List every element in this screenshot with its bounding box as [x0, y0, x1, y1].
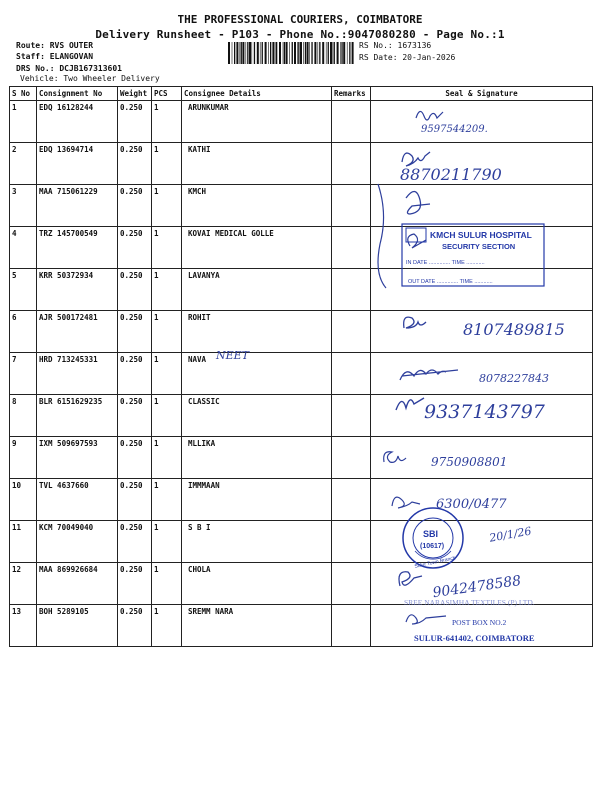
barcode-bar [337, 42, 339, 64]
cell-consignment-no: EDQ 16128244 [37, 101, 118, 143]
table-row [10, 605, 593, 647]
barcode-bar [343, 42, 345, 64]
barcode-bar [275, 42, 276, 64]
cell-consignee: NAVA [182, 353, 332, 395]
cell-consignee: KMCH [182, 185, 332, 227]
cell-consignee: KATHI [182, 143, 332, 185]
phone-row-6: 8107489815 [463, 320, 565, 339]
barcode-bar [347, 42, 348, 64]
cell-weight: 0.250 [118, 479, 152, 521]
cell-sno: 11 [10, 521, 37, 563]
cell-sno: 4 [10, 227, 37, 269]
phone-row-9: 9750908801 [431, 455, 508, 469]
drs-number: DRS No.: DCJB167313601 [16, 64, 122, 73]
barcode-bar [249, 42, 251, 64]
barcode-bar [341, 42, 342, 64]
barcode-bar [307, 42, 309, 64]
cell-pcs: 1 [152, 521, 182, 563]
cell-weight: 0.250 [118, 227, 152, 269]
kmch-stamp-out: OUT DATE .............. TIME ............ [408, 279, 493, 285]
cell-seal-signature [371, 269, 593, 311]
sbi-stamp-branch: Sulur Town Branch [413, 555, 457, 570]
cell-pcs: 1 [152, 395, 182, 437]
cell-remarks [332, 311, 371, 353]
cell-weight: 0.250 [118, 563, 152, 605]
cell-remarks [332, 563, 371, 605]
cell-consignment-no: BLR 6151629235 [37, 395, 118, 437]
cell-pcs: 1 [152, 353, 182, 395]
vehicle-label: Vehicle: Two Wheeler Delivery [20, 74, 160, 83]
cell-pcs: 1 [152, 101, 182, 143]
cell-consignee: CLASSIC [182, 395, 332, 437]
cell-remarks [332, 521, 371, 563]
cell-seal-signature [371, 227, 593, 269]
sbi-stamp-code: (10617) [420, 543, 445, 550]
cell-consignment-no: KRR 50372934 [37, 269, 118, 311]
cell-remarks [332, 101, 371, 143]
firm-stamp-address: SULUR-641402, COIMBATORE [414, 633, 535, 643]
cell-consignment-no: KCM 70049040 [37, 521, 118, 563]
phone-row-12: 9042478588 [431, 572, 523, 602]
table-row [10, 101, 593, 143]
cell-sno: 8 [10, 395, 37, 437]
cell-consignee: S B I [182, 521, 332, 563]
cell-consignment-no: HRD 713245331 [37, 353, 118, 395]
cell-consignee: ROHIT [182, 311, 332, 353]
cell-seal-signature [371, 521, 593, 563]
cell-consignee: SREMM NARA [182, 605, 332, 647]
barcode-bar [286, 42, 288, 64]
cell-remarks [332, 437, 371, 479]
barcode-bar [260, 42, 261, 64]
table-row [10, 185, 593, 227]
cell-seal-signature [371, 395, 593, 437]
phone-row-1: 9597544209. [421, 124, 488, 135]
barcode-bar [279, 42, 281, 64]
table-row [10, 353, 593, 395]
barcode-bar [311, 42, 312, 64]
table-row [10, 437, 593, 479]
cell-consignee: KOVAI MEDICAL GOLLE [182, 227, 332, 269]
table-row [10, 269, 593, 311]
barcode-bar [240, 42, 241, 64]
barcode-bar [334, 42, 335, 64]
runsheet-title: Delivery Runsheet - P103 - Phone No.:9047080280 - Page No.:1 [95, 28, 505, 41]
cell-weight: 0.250 [118, 395, 152, 437]
barcode-bar [284, 42, 285, 64]
staff-label: Staff: ELANGOVAN [16, 52, 94, 61]
barcode [228, 42, 355, 64]
cell-remarks [332, 395, 371, 437]
barcode-bar [352, 42, 354, 64]
cell-consignee: ARUNKUMAR [182, 101, 332, 143]
cell-seal-signature [371, 605, 593, 647]
table-row [10, 395, 593, 437]
company-title: THE PROFESSIONAL COURIERS, COIMBATORE [177, 13, 423, 26]
cell-weight: 0.250 [118, 311, 152, 353]
barcode-bar [246, 42, 247, 64]
consignee-handwritten-suffix: NEET [216, 349, 250, 362]
col-signature-header: Seal & Signature [371, 87, 593, 101]
cell-weight: 0.250 [118, 269, 152, 311]
cell-weight: 0.250 [118, 437, 152, 479]
table-row [10, 311, 593, 353]
cell-pcs: 1 [152, 269, 182, 311]
table-row [10, 563, 593, 605]
cell-sno: 5 [10, 269, 37, 311]
cell-sno: 3 [10, 185, 37, 227]
phone-row-10: 6300/0477 [436, 497, 507, 512]
barcode-bar [303, 42, 304, 64]
cell-weight: 0.250 [118, 605, 152, 647]
rs-date: RS Date: 20-Jan-2026 [359, 53, 456, 62]
cell-pcs: 1 [152, 227, 182, 269]
barcode-bar [314, 42, 316, 64]
barcode-bar [241, 42, 242, 64]
barcode-bar [294, 42, 296, 64]
barcode-bar [272, 42, 274, 64]
cell-pcs: 1 [152, 143, 182, 185]
barcode-bar [305, 42, 306, 64]
cell-consignee: MLLIKA [182, 437, 332, 479]
barcode-bar [270, 42, 271, 64]
barcode-bar [333, 42, 334, 64]
barcode-bar [276, 42, 277, 64]
cell-weight: 0.250 [118, 143, 152, 185]
barcode-bar [247, 42, 248, 64]
cell-consignment-no: BOH 5289105 [37, 605, 118, 647]
cell-remarks [332, 353, 371, 395]
col-weight-header: Weight [118, 87, 152, 101]
cell-weight: 0.250 [118, 353, 152, 395]
cell-seal-signature [371, 143, 593, 185]
barcode-bar [349, 42, 350, 64]
cell-sno: 9 [10, 437, 37, 479]
phone-row-2: 8870211790 [400, 165, 502, 184]
cell-seal-signature [371, 437, 593, 479]
table-row [10, 479, 593, 521]
col-sno-header: S No [10, 87, 37, 101]
cell-consignment-no: MAA 869926684 [37, 563, 118, 605]
cell-seal-signature [371, 353, 593, 395]
barcode-bar [300, 42, 302, 64]
barcode-bar [340, 42, 341, 64]
barcode-bar [252, 42, 253, 64]
sbi-stamp-logo: SBI [423, 529, 439, 539]
cell-seal-signature [371, 101, 593, 143]
col-remarks-header: Remarks [332, 87, 371, 101]
barcode-bar [228, 42, 230, 64]
firm-stamp-name: SREE NARASIMHA TEXTILES (P) LTD. [404, 598, 535, 607]
runsheet-table [9, 86, 593, 647]
firm-stamp-box: POST BOX NO.2 [452, 618, 507, 627]
cell-remarks [332, 605, 371, 647]
cell-pcs: 1 [152, 605, 182, 647]
cell-consignee: IMMMAAN [182, 479, 332, 521]
phone-row-8: 9337143797 [424, 401, 545, 423]
barcode-bar [268, 42, 269, 64]
cell-consignment-no: TRZ 145700549 [37, 227, 118, 269]
cell-consignment-no: IXM 509697593 [37, 437, 118, 479]
cell-pcs: 1 [152, 437, 182, 479]
barcode-bar [328, 42, 329, 64]
cell-remarks [332, 185, 371, 227]
cell-pcs: 1 [152, 311, 182, 353]
col-consignment-header: Consignment No [37, 87, 118, 101]
kmch-stamp-name: KMCH SULUR HOSPITAL [430, 230, 532, 240]
barcode-bar [236, 42, 238, 64]
barcode-bar [297, 42, 298, 64]
cell-seal-signature [371, 185, 593, 227]
barcode-bar [234, 42, 235, 64]
barcode-bar [309, 42, 310, 64]
cell-weight: 0.250 [118, 185, 152, 227]
cell-sno: 13 [10, 605, 37, 647]
cell-remarks [332, 143, 371, 185]
col-consignee-header: Consignee Details [182, 87, 332, 101]
cell-consignment-no: EDQ 13694714 [37, 143, 118, 185]
route-label: Route: RVS OUTER [16, 41, 94, 50]
barcode-bar [322, 42, 324, 64]
table-row [10, 143, 593, 185]
cell-pcs: 1 [152, 479, 182, 521]
cell-sno: 10 [10, 479, 37, 521]
cell-consignment-no: TVL 4637660 [37, 479, 118, 521]
barcode-bar [326, 42, 327, 64]
cell-consignment-no: MAA 715061229 [37, 185, 118, 227]
cell-weight: 0.250 [118, 521, 152, 563]
barcode-bar [232, 42, 233, 64]
col-pcs-header: PCS [152, 87, 182, 101]
table-header-row [10, 87, 593, 101]
cell-sno: 12 [10, 563, 37, 605]
barcode-bar [262, 42, 263, 64]
cell-remarks [332, 479, 371, 521]
barcode-bar [318, 42, 319, 64]
kmch-stamp-section: SECURITY SECTION [442, 242, 516, 251]
cell-remarks [332, 227, 371, 269]
barcode-bar [330, 42, 332, 64]
cell-seal-signature [371, 311, 593, 353]
barcode-bar [292, 42, 293, 64]
cell-sno: 1 [10, 101, 37, 143]
barcode-bar [265, 42, 267, 64]
date-row-11: 20/1/26 [488, 524, 533, 545]
cell-pcs: 1 [152, 185, 182, 227]
barcode-bar [242, 42, 244, 64]
cell-sno: 2 [10, 143, 37, 185]
cell-weight: 0.250 [118, 101, 152, 143]
table-row [10, 227, 593, 269]
cell-remarks [332, 269, 371, 311]
barcode-bar [283, 42, 284, 64]
barcode-bar [319, 42, 320, 64]
cell-sno: 6 [10, 311, 37, 353]
barcode-bar [289, 42, 290, 64]
cell-consignee: LAVANYA [182, 269, 332, 311]
cell-sno: 7 [10, 353, 37, 395]
cell-seal-signature [371, 479, 593, 521]
cell-consignee: CHOLA [182, 563, 332, 605]
phone-row-7: 8078227843 [479, 372, 549, 385]
barcode-bar [298, 42, 299, 64]
cell-consignment-no: AJR 500172481 [37, 311, 118, 353]
cell-pcs: 1 [152, 563, 182, 605]
rs-number: RS No.: 1673136 [359, 41, 432, 50]
barcode-bar [254, 42, 255, 64]
kmch-stamp-in: IN DATE .............. TIME ............ [406, 260, 485, 266]
cell-seal-signature [371, 563, 593, 605]
barcode-bar [257, 42, 259, 64]
table-row [10, 521, 593, 563]
